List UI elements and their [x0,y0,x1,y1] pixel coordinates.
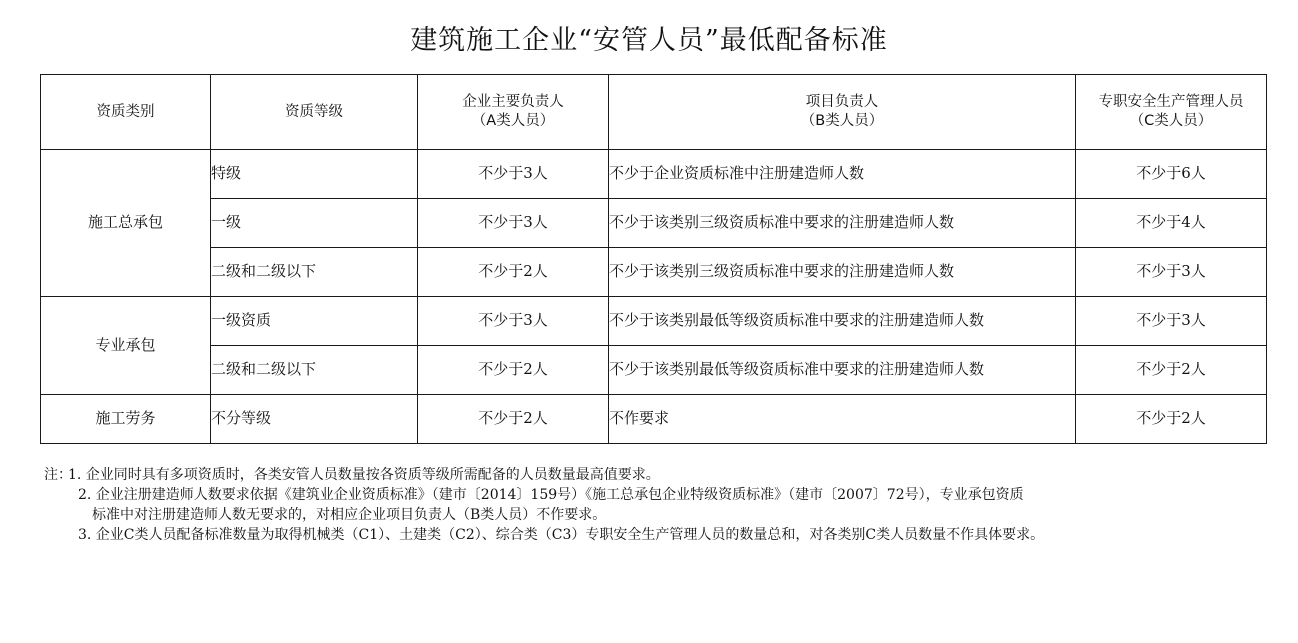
class-a-cell: 不少于3人 [418,199,609,248]
footnote-1 [44,465,1264,485]
footnote-2-continued: 标准中对注册建造师人数无要求的，对相应企业项目负责人（B类人员）不作要求。 [92,507,607,523]
class-a-cell: 不少于2人 [418,248,609,297]
grade-cell: 不分等级 [211,395,418,444]
class-c-cell: 不少于6人 [1076,150,1267,199]
staffing-standard-table [40,74,1267,444]
category-cell: 专业承包 [41,297,211,395]
header-class-a-title: 企业主要负责人 [462,94,564,111]
class-b-cell: 不少于该类别最低等级资质标准中要求的注册建造师人数 [609,346,1076,395]
footnote-2: 2. 企业注册建造师人数要求依据《建筑业企业资质标准》（建市〔2014〕159号）《施工总承包企业特级资质标准》（建市〔2007〕72号），专业承包资质 [78,487,1024,503]
footnote-1-text: 1. 企业同时具有多项资质时，各类安管人员数量按各资质等级所需配备的人员数量最高值要求。 [68,467,660,483]
header-class-a-sub: （A类人员） [471,113,555,129]
header-class-a [418,75,609,150]
class-b-cell: 不少于企业资质标准中注册建造师人数 [609,150,1076,199]
class-c-cell: 不少于3人 [1076,248,1267,297]
table-row [41,346,1267,395]
header-class-b-sub: （B类人员） [800,113,884,129]
table-row [41,199,1267,248]
table-row [41,248,1267,297]
class-c-cell: 不少于3人 [1076,297,1267,346]
header-category: 资质类别 [41,75,211,150]
header-class-c-title: 专职安全生产管理人员 [1098,94,1244,111]
class-b-cell: 不作要求 [609,395,1076,444]
header-class-b-title: 项目负责人 [805,94,879,111]
class-a-cell: 不少于3人 [418,297,609,346]
header-class-c [1076,75,1267,150]
category-cell: 施工总承包 [41,150,211,297]
class-c-cell: 不少于2人 [1076,346,1267,395]
class-c-cell: 不少于2人 [1076,395,1267,444]
document-title: 建筑施工企业“安管人员”最低配备标准 [410,25,888,56]
class-a-cell: 不少于3人 [418,150,609,199]
grade-cell: 二级和二级以下 [211,346,418,395]
grade-cell: 一级 [211,199,418,248]
grade-cell: 二级和二级以下 [211,248,418,297]
header-grade: 资质等级 [211,75,418,150]
table-row [41,395,1267,444]
class-b-cell: 不少于该类别三级资质标准中要求的注册建造师人数 [609,199,1076,248]
table-row [41,150,1267,199]
header-class-b [609,75,1076,150]
footnote-3: 3. 企业C类人员配备标准数量为取得机械类（C1）、土建类（C2）、综合类（C3）专职安全生产管理人员的数量总和，对各类别C类人员数量不作具体要求。 [78,527,1045,543]
category-cell: 施工劳务 [41,395,211,444]
class-a-cell: 不少于2人 [418,346,609,395]
footnote-label: 注： [44,467,72,483]
footnotes [44,465,1264,545]
class-c-cell: 不少于4人 [1076,199,1267,248]
header-class-c-sub: （C类人员） [1129,113,1213,129]
table-row [41,297,1267,346]
class-b-cell: 不少于该类别三级资质标准中要求的注册建造师人数 [609,248,1076,297]
grade-cell: 特级 [211,150,418,199]
class-b-cell: 不少于该类别最低等级资质标准中要求的注册建造师人数 [609,297,1076,346]
class-a-cell: 不少于2人 [418,395,609,444]
grade-cell: 一级资质 [211,297,418,346]
table-header-row [41,75,1267,150]
